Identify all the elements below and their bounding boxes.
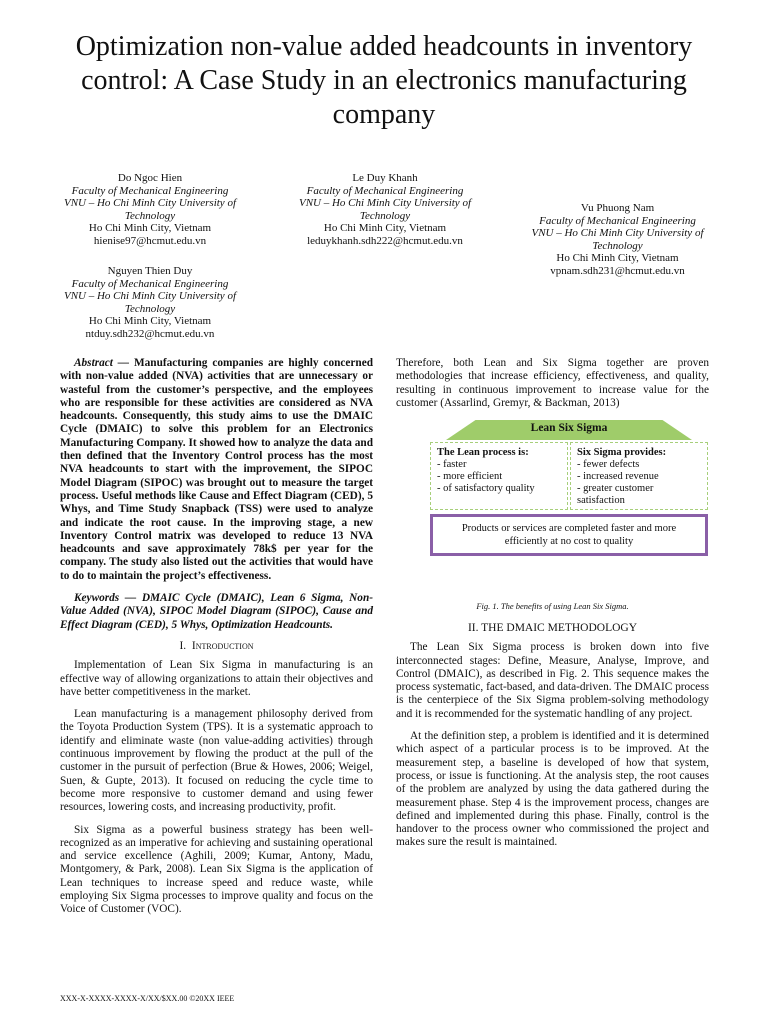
dmaic-paragraph: The Lean Six Sigma process is broken down into five interconnected stages: Define, Measure, Analyse, Improve, and Control (DMAIC), as described in Fig. 2. This sequence makes the process systematic, fact-based, and data-driven. The DMAIC process is the centerpiece of the Six Sigma problem-solving methodology and it is recommended for the systematic handling of any project. [396, 641, 709, 720]
six-sigma-item: - fewer defects [577, 459, 640, 470]
author-email: leduykhanh.sdh222@hcmut.edu.vn [307, 234, 463, 247]
author-block-1 [55, 172, 245, 247]
keywords: Keywords — DMAIC Cycle (DMAIC), Lean 6 Sigma, Non-Value Added (NVA), SIPOC Model Diagram (SIPOC), Cause and Effect Diagram (CED), 5 Whys, Optimization Headcounts. [60, 592, 373, 631]
intro-paragraph: Lean manufacturing is a management philosophy derived from the Toyota Production System (TPS). It is a systematic approach to identify and eliminate waste (non value-adding activities) through continuous improvement by flowing the product at the pull of the customer in the pursuit of perfection (Brue & Howes, 2006; Weigel, Suen, & Gupte, 2013). It focused on reducing the cycle time to become more responsive to customer demand and using fewer resources, lowering costs, and increasing productivity, profit. [60, 708, 373, 814]
author-block-4 [55, 265, 245, 340]
author-dept: Faculty of Mechanical Engineering [539, 214, 696, 227]
author-univ: VNU – Ho Chi Minh City University of Technology [531, 227, 704, 252]
author-name: Le Duy Khanh [352, 172, 418, 184]
six-sigma-item: - greater customer satisfaction [577, 483, 654, 506]
author-email: hienise97@hcmut.edu.vn [93, 234, 207, 247]
author-dept: Faculty of Mechanical Engineering [71, 184, 229, 197]
abstract [60, 357, 373, 583]
author-name: Vu Phuong Nam [580, 202, 655, 214]
author-name: Nguyen Thien Duy [107, 265, 193, 277]
author-city: Ho Chi Minh City, Vietnam [323, 222, 447, 234]
author-block-2 [290, 172, 480, 247]
six-sigma-heading: Six Sigma provides: [577, 447, 667, 458]
figure-roof-label: Lean Six Sigma [530, 422, 608, 434]
lean-process-heading: The Lean process is: [437, 447, 529, 458]
six-sigma-box [570, 442, 708, 510]
author-name: Do Ngoc Hien [117, 172, 183, 184]
figure-result-box: Products or services are completed faster and more efficiently at no cost to quality [430, 514, 708, 556]
lean-item: - of satisfactory quality [437, 483, 535, 494]
author-email: ntduy.sdh232@hcmut.edu.vn [85, 327, 215, 340]
abstract-lead: Abstract — [74, 357, 130, 369]
six-sigma-item: - increased revenue [577, 471, 659, 482]
left-column [60, 357, 373, 917]
author-dept: Faculty of Mechanical Engineering [306, 184, 464, 197]
right-column [396, 622, 709, 850]
lean-six-sigma-figure [430, 420, 708, 558]
right-column-intro [396, 357, 709, 410]
lean-process-box [430, 442, 568, 510]
ieee-footer: XXX-X-XXXX-XXXX-X/XX/$XX.00 ©20XX IEEE [60, 994, 235, 1003]
author-city: Ho Chi Minh City, Vietnam [556, 252, 679, 264]
author-univ: VNU – Ho Chi Minh City University of Technology [63, 290, 236, 315]
paper-title: Optimization non-value added headcounts in inventory control: A Case Study in an electronics manufacturing company [75, 31, 693, 130]
section-heading-introduction: I. Introduction [179, 639, 254, 652]
author-dept: Faculty of Mechanical Engineering [71, 277, 229, 290]
figure-caption: Fig. 1. The benefits of using Lean Six Sigma. [476, 601, 629, 611]
intro-paragraph: Implementation of Lean Six Sigma in manufacturing is an effective way of allowing organizations to attain their objectives and have better competitiveness in the market. [60, 659, 373, 698]
author-city: Ho Chi Minh City, Vietnam [88, 222, 212, 234]
author-univ: VNU – Ho Chi Minh City University of Technology [298, 197, 471, 222]
lean-item: - faster [437, 459, 467, 470]
author-city: Ho Chi Minh City, Vietnam [88, 315, 212, 327]
section-heading-dmaic: II. THE DMAIC METHODOLOGY [467, 622, 638, 634]
author-email: vpnam.sdh231@hcmut.edu.vn [550, 264, 685, 277]
author-block-3 [520, 202, 715, 277]
dmaic-paragraph: At the definition step, a problem is identified and it is determined which aspect of a particular process is to be improved. At the measurement step, a baseline is developed of how that system, process, or issue is functioning. At the analysis step, the root causes of the problem are analyzed by using the data gathered during the measurement phase. Step 4 is the improvement process, changes are defined and implemented during this phase. Finally, control is the handover to the process owner who commissioned the project and makes sure the result is maintained. [396, 730, 709, 849]
lean-six-sigma-paragraph: Therefore, both Lean and Six Sigma together are proven methodologies that increase efficiency, effectiveness, and quality, resulting in continuous improvement to increase value for the customer (Assarlind, Gremyr, & Backman, 2013) [396, 357, 709, 409]
abstract-text: Manufacturing companies are highly concerned with non-value added (NVA) activities that are unnecessary or wasteful from the customer’s perspective, and the employees who are responsible for these activities are considered as NVA headcounts. Consequently, this study aims to use the DMAIC Cycle (DMAIC) to solve this problem for an Electronics Manufacturing Company. It showed how to analyze the data and then defined that the Inventory Control process has the most NVA headcounts to start with the improvement, the SIPOC Model Diagram (SIPOC) was brought out to measure the target process. Useful methods like Cause and Effect Diagram (CED), 5 Whys, and Time Study Snapback (TSS) were used to analyze and indicate the root cause. In the improving stage, a new Inventory Control matrix was developed to reduce 13 NVA headcounts and save approximately 78k$ per year for the company. The study also listed out the activities that would have to do to maintain the project’s effectiveness. [60, 357, 373, 582]
intro-paragraph: Six Sigma as a powerful business strategy has been well-recognized as an imperative for achieving and sustaining operational and service excellence (Aghili, 2009; Kumar, Antony, Madu, Montgomery, & Park, 2008). Lean Six Sigma is the application of Lean techniques to increase speed and reduce waste, while employing Six Sigma processes to improve quality and focus on the Voice of Customer (VOC). [60, 823, 373, 916]
author-univ: VNU – Ho Chi Minh City University of Technology [63, 197, 236, 222]
lean-item: - more efficient [437, 471, 503, 482]
